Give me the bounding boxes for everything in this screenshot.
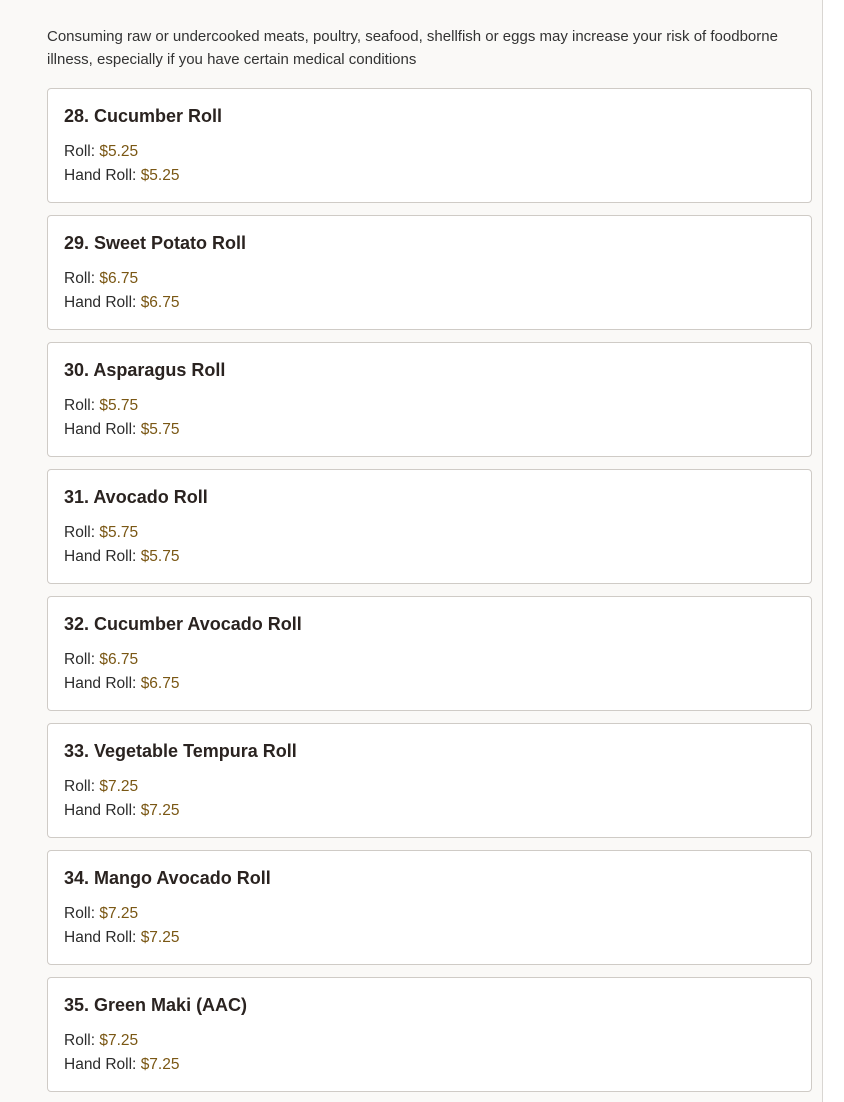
menu-item-title: 28. Cucumber Roll: [64, 106, 223, 126]
price-options: [64, 140, 795, 188]
price-option-value: $5.25: [140, 167, 180, 184]
price-option-value: $6.75: [140, 294, 180, 311]
price-option-label: Hand Roll:: [64, 802, 141, 819]
price-option-value: $7.25: [99, 1032, 139, 1049]
price-option: [64, 418, 795, 442]
price-option: [64, 164, 795, 188]
menu-item-title: 33. Vegetable Tempura Roll: [64, 741, 297, 761]
price-option-label: Roll:: [64, 1032, 100, 1049]
price-option-label: Roll:: [64, 905, 100, 922]
price-options: [64, 394, 795, 442]
menu-item-title: 31. Avocado Roll: [64, 487, 208, 507]
price-option: [64, 799, 795, 823]
price-options: [64, 521, 795, 569]
price-option: [64, 394, 795, 418]
price-options: [64, 902, 795, 950]
price-option-label: Roll:: [64, 651, 100, 668]
price-options: [64, 267, 795, 315]
price-options: [64, 775, 795, 823]
price-option: [64, 902, 795, 926]
menu-item-card[interactable]: [47, 215, 812, 330]
price-option: [64, 648, 795, 672]
price-option: [64, 672, 795, 696]
price-option-value: $7.25: [140, 929, 180, 946]
price-option: [64, 521, 795, 545]
price-option-label: Roll:: [64, 397, 100, 414]
price-option-value: $5.75: [99, 524, 139, 541]
price-option: [64, 1029, 795, 1053]
menu-item-card[interactable]: [47, 596, 812, 711]
price-option-value: $6.75: [140, 675, 180, 692]
menu-item-title: 32. Cucumber Avocado Roll: [64, 614, 302, 634]
menu-item-title: 30. Asparagus Roll: [64, 360, 226, 380]
price-option: [64, 291, 795, 315]
price-option-value: $7.25: [140, 1056, 180, 1073]
price-option-value: $7.25: [140, 802, 180, 819]
price-option-label: Roll:: [64, 270, 100, 287]
price-option-label: Hand Roll:: [64, 294, 141, 311]
food-safety-notice: Consuming raw or undercooked meats, poultry, seafood, shellfish or eggs may increase your risk of foodborne illness, especially if you have certain medical conditions: [47, 28, 778, 68]
price-option-label: Hand Roll:: [64, 1056, 141, 1073]
menu-item-card[interactable]: [47, 469, 812, 584]
price-option: [64, 545, 795, 569]
price-option-label: Roll:: [64, 143, 100, 160]
price-option: [64, 1053, 795, 1077]
price-option-value: $6.75: [99, 651, 139, 668]
menu-item-title: 29. Sweet Potato Roll: [64, 233, 247, 253]
menu-item-title: 35. Green Maki (AAC): [64, 995, 248, 1015]
price-option-label: Hand Roll:: [64, 675, 141, 692]
menu-item-card[interactable]: [47, 342, 812, 457]
price-option-value: $5.75: [140, 421, 180, 438]
price-option: [64, 775, 795, 799]
price-option-value: $7.25: [99, 778, 139, 795]
menu-item-card[interactable]: [47, 977, 812, 1092]
price-option: [64, 926, 795, 950]
price-option-label: Roll:: [64, 524, 100, 541]
menu-item-card[interactable]: [47, 723, 812, 838]
price-option-label: Roll:: [64, 778, 100, 795]
price-option-label: Hand Roll:: [64, 167, 141, 184]
menu-item-card[interactable]: [47, 850, 812, 965]
price-option-value: $6.75: [99, 270, 139, 287]
price-option: [64, 267, 795, 291]
price-option-value: $7.25: [99, 905, 139, 922]
price-option-label: Hand Roll:: [64, 548, 141, 565]
menu-item-list: [47, 88, 812, 1102]
price-option: [64, 140, 795, 164]
menu-item-card[interactable]: [47, 88, 812, 203]
price-option-label: Hand Roll:: [64, 421, 141, 438]
price-options: [64, 1029, 795, 1077]
menu-item-title: 34. Mango Avocado Roll: [64, 868, 271, 888]
price-option-label: Hand Roll:: [64, 929, 141, 946]
price-options: [64, 648, 795, 696]
price-option-value: $5.75: [140, 548, 180, 565]
price-option-value: $5.75: [99, 397, 139, 414]
price-option-value: $5.25: [99, 143, 139, 160]
